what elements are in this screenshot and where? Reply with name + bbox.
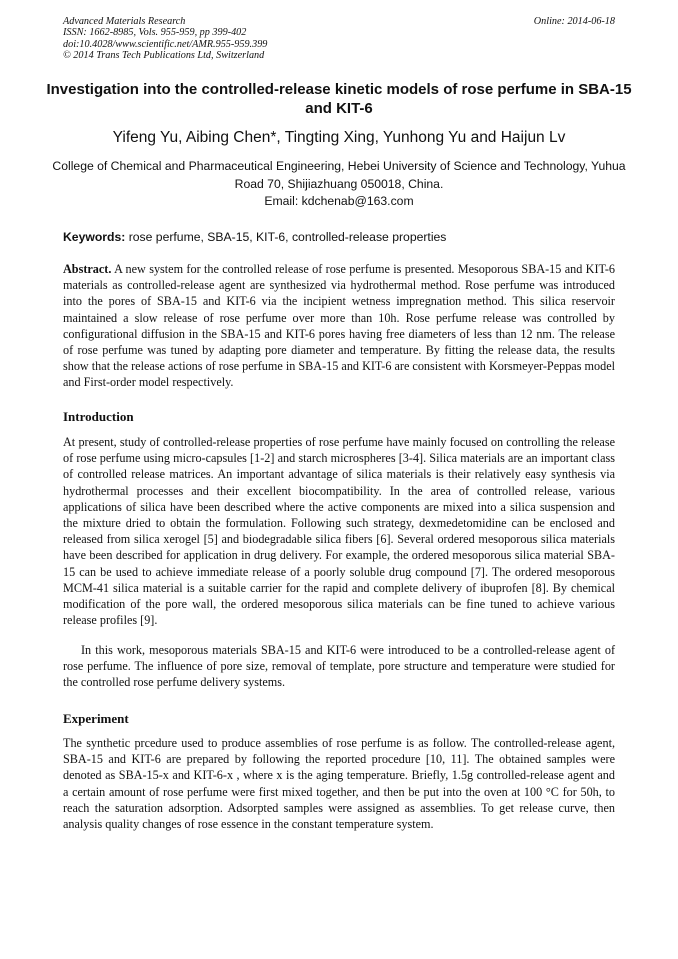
keywords-label: Keywords:	[63, 230, 126, 244]
abstract-label: Abstract.	[63, 262, 112, 276]
introduction-paragraph-2: In this work, mesoporous materials SBA-15 and KIT-6 were introduced to be a controlled-release agent of rose perfume. The influence of pore size, removal of template, pore structure and temperature were studied for the controlled rose perfume delivery systems.	[63, 643, 615, 690]
experiment-heading: Experiment	[63, 711, 129, 726]
abstract-paragraph	[63, 261, 615, 391]
keywords-text: rose perfume, SBA-15, KIT-6, controlled-release properties	[125, 230, 447, 244]
doi-line: doi:10.4028/www.scientific.net/AMR.955-959.399	[63, 38, 268, 50]
journal-name: Advanced Materials Research	[63, 16, 186, 27]
journal-header	[63, 16, 615, 62]
experiment-paragraph-1: The synthetic prcedure used to produce assemblies of rose perfume is as follow. The controlled-release agent, SBA-15 and KIT-6 are prepared by following the reported procedure [10, 11]. The obtained samples were denoted as SBA-15-x and KIT-6-x , where x is the aging temperature. Briefly, 1.5g controlled-release agent and a certain amount of rose perfume were first mixed together, and then be put into the oven at 100 °C for 50h, to reach the saturation adsorption. Adsorpted samples were assigned as assemblies. To get release curve, then analysis quality changes of rose essence in the constant temperature system.	[63, 736, 615, 832]
abstract-text: A new system for the controlled release of rose perfume is presented. Mesoporous SBA-15 and KIT-6 materials as controlled-release agent are synthesized via hydrothermal method. Rose perfume was introduced into the pores of SBA-15 and KIT-6 via the incipient wetness impregnation method. This silica reservoir maintained a slow release of rose perfume over more than 10h. Rose perfume release was controlled by configurational diffusion in the SBA-15 and KIT-6 pores having free diameters of less than 12 nm. The release of rose perfume was tuned by adapting pore diameter and temperature. By fitting the release data, the results show that the release actions of rose perfume in SBA-15 and KIT-6 are consistent with Korsmeyer-Peppas model and First-order model respectively.	[63, 262, 615, 390]
introduction-heading: Introduction	[63, 409, 134, 424]
keywords	[63, 229, 615, 245]
paper-title: Investigation into the controlled-release kinetic models of rose perfume in SBA-15 and KIT-6	[46, 81, 632, 117]
author-list: Yifeng Yu, Aibing Chen*, Tingting Xing, Yunhong Yu and Haijun Lv	[112, 129, 566, 146]
copyright-line: © 2014 Trans Tech Publications Ltd, Switzerland	[63, 50, 265, 62]
affiliation: College of Chemical and Pharmaceutical Engineering, Hebei University of Science and Technology, Yuhua Road 70, Shijiazhuang 050018, China.	[52, 159, 626, 191]
contact-email: Email: kdchenab@163.com	[264, 194, 414, 208]
issn-line: ISSN: 1662-8985, Vols. 955-959, pp 399-402	[63, 27, 247, 39]
introduction-paragraph-1: At present, study of controlled-release properties of rose perfume have mainly focused on controlling the release of rose perfume using micro-capsules [1-2] and starch microspheres [3-4]. Silica materials are an important class of controlled release matrices. An important advantage of silica materials is their relatively easy synthesis via hydrothermal processes and their excellent biocompatibility. In the area of controlled release, various applications of silica have been described where the active components are mixed into a silica suspension and the mixture dried to obtain the formulation. Following such strategy, dexmedetomidine can be enclosed and released from silica xerogel [5] and biodegradable silica fibers [6]. Several ordered mesoporous silica materials have been described for application in drug delivery. For example, the ordered mesoporous silica material SBA-15 can be used to achieve immediate release of a poorly soluble drug compound [7]. The ordered mesoporous MCM-41 silica material is a suitable carrier for the rapid and complete delivery of ibuprofen [8]. By chemical modification of the pore wall, the ordered mesoporous silica materials can be fine tuned to achieve various release profiles [9].	[63, 435, 615, 628]
online-date: Online: 2014-06-18	[533, 16, 615, 27]
